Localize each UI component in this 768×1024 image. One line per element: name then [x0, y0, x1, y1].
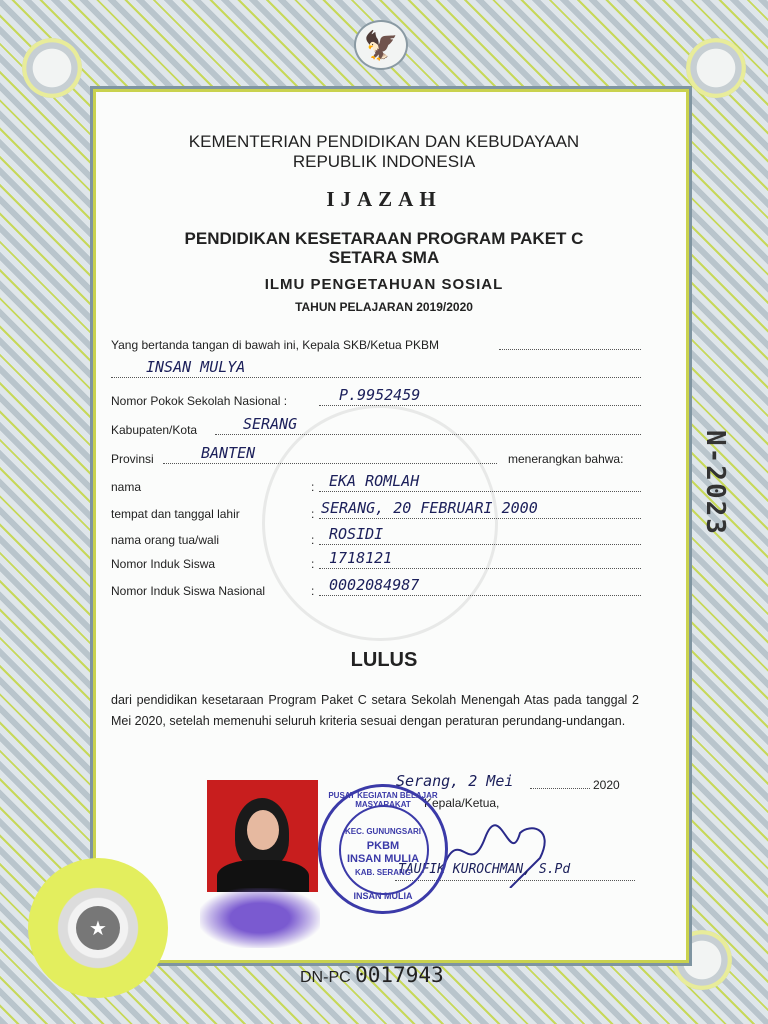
- nisn-value: 0002084987: [329, 576, 420, 594]
- watermark-seal: [262, 405, 498, 641]
- stamp-pkbm: PKBM: [366, 840, 400, 852]
- colon: :: [311, 480, 315, 494]
- tut-wuri-handayani-logo-icon: ★: [76, 906, 120, 950]
- hologram-seal: [28, 858, 168, 998]
- menerangkan-text: menerangkan bahwa:: [508, 452, 624, 466]
- serial-number: [300, 963, 444, 987]
- colon: :: [311, 557, 315, 571]
- stamp-ink-blot: [200, 888, 320, 948]
- npsn-label: Nomor Pokok Sekolah Nasional :: [111, 394, 288, 408]
- corner-ornament-top-left: [22, 38, 82, 98]
- npsn-value: P.9952459: [339, 386, 421, 404]
- provinsi-value: BANTEN: [201, 444, 256, 462]
- nisn-row: [111, 576, 641, 600]
- graduation-paragraph: dari pendidikan kesetaraan Program Paket C setara Sekolah Menengah Atas pada tanggal 2 Mei 2020, setelah memenuhi seluruh kriteria sesuai dengan peraturan perundang-undangan.: [111, 693, 639, 728]
- dotted-line: [319, 518, 641, 519]
- garuda-emblem-icon: 🦅: [354, 20, 408, 70]
- signing-role: Kepala/Ketua,: [424, 796, 500, 810]
- provinsi-row: [111, 444, 641, 468]
- program-line-2: SETARA SMA: [328, 248, 440, 267]
- pkbm-stamp: [318, 784, 448, 914]
- photo-face: [247, 810, 279, 850]
- nisn-label: Nomor Induk Siswa Nasional: [111, 584, 266, 598]
- ortu-value: ROSIDI: [329, 525, 384, 543]
- npsn-row: [111, 386, 641, 410]
- dotted-line: [530, 788, 590, 789]
- ministry-line-1: KEMENTERIAN PENDIDIKAN DAN KEBUDAYAAN: [188, 132, 580, 151]
- kabupaten-row: [111, 415, 641, 439]
- institution-name: INSAN MULYA: [146, 358, 246, 376]
- ttl-label: tempat dan tanggal lahir: [111, 507, 240, 521]
- dotted-line: [215, 434, 641, 435]
- subject: ILMU PENGETAHUAN SOSIAL: [264, 276, 504, 293]
- stamp-kab: KAB. SERANG: [354, 868, 411, 877]
- ortu-label: nama orang tua/wali: [111, 533, 220, 547]
- institution-row: [111, 358, 641, 382]
- stamp-kec: KEC. GUNUNGSARI: [344, 827, 421, 836]
- dotted-line: [499, 349, 641, 350]
- signing-place-date: Serang, 2 Mei: [396, 772, 514, 790]
- student-photo: [207, 780, 318, 892]
- colon: :: [311, 507, 315, 521]
- academic-year: TAHUN PELAJARAN 2019/2020: [295, 300, 473, 314]
- dotted-line: [319, 568, 641, 569]
- dotted-line: [111, 377, 641, 378]
- stamp-name: INSAN MULIA: [346, 853, 420, 865]
- serial-digits: 0017943: [355, 963, 444, 987]
- dotted-line: [319, 491, 641, 492]
- colon: :: [311, 584, 315, 598]
- document-title: IJAZAH: [326, 187, 442, 211]
- kabupaten-value: SERANG: [243, 415, 298, 433]
- nama-value: EKA ROMLAH: [329, 472, 420, 490]
- dotted-line: [319, 595, 641, 596]
- dotted-line: [319, 405, 641, 406]
- kabupaten-label: Kabupaten/Kota: [111, 423, 198, 437]
- dotted-line: [319, 544, 641, 545]
- nis-label: Nomor Induk Siswa: [111, 557, 216, 571]
- provinsi-label: Provinsi: [111, 452, 154, 466]
- nis-value: 1718121: [329, 549, 393, 567]
- signature: [440, 818, 560, 888]
- dotted-line: [163, 463, 497, 464]
- signer-name: TAUFIK KUROCHMAN, S.Pd: [398, 862, 571, 877]
- ttl-value: SERANG, 20 FEBRUARI 2000: [321, 499, 538, 517]
- colon: :: [311, 533, 315, 547]
- ortu-row: [111, 525, 641, 549]
- ttl-row: [111, 499, 641, 523]
- nama-row: [111, 472, 641, 496]
- corner-ornament-top-right: [686, 38, 746, 98]
- signing-year: 2020: [593, 778, 620, 792]
- intro-text: Yang bertanda tangan di bawah ini, Kepala SKB/Ketua PKBM: [111, 338, 440, 352]
- stamp-outer-text: PUSAT KEGIATAN BELAJAR MASYARAKAT: [328, 791, 438, 809]
- vertical-serial: N-2023: [700, 430, 730, 536]
- intro-row: [111, 336, 641, 354]
- ministry-line-2: REPUBLIK INDONESIA: [292, 152, 476, 171]
- serial-prefix: DN-PC: [300, 969, 351, 986]
- stamp-bottom-text: INSAN MULIA: [353, 891, 413, 901]
- nama-label: nama: [111, 480, 142, 494]
- program-line-1: PENDIDIKAN KESETARAAN PROGRAM PAKET C: [184, 229, 584, 248]
- result-status: LULUS: [350, 649, 418, 671]
- nis-row: [111, 549, 641, 573]
